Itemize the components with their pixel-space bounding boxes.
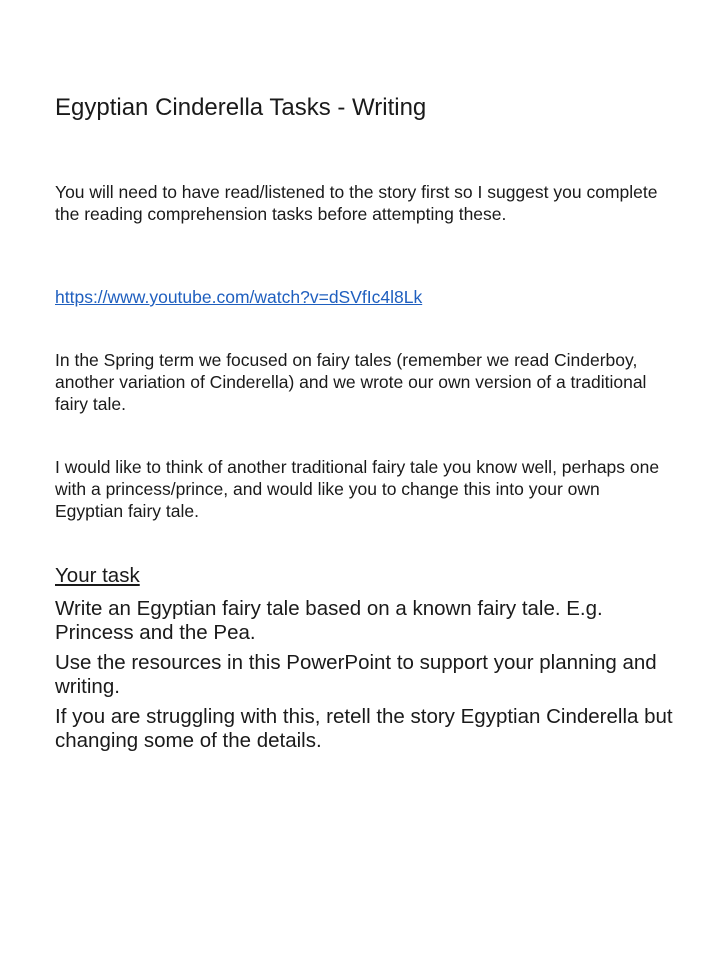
task-heading: Your task [55,564,140,587]
task-item: Write an Egyptian fairy tale based on a known fairy tale. E.g. Princess and the Pea. [55,597,603,644]
task-item: If you are struggling with this, retell the story Egyptian Cinderella but changing some of the details. [55,705,673,752]
page-title: Egyptian Cinderella Tasks - Writing [55,94,427,121]
request-paragraph: I would like to think of another traditional fairy tale you know well, perhaps one with a princess/prince, and would like you to change this into your own Egyptian fairy tale. [55,457,660,521]
task-item: Use the resources in this PowerPoint to support your planning and writing. [55,651,657,698]
spring-term-paragraph: In the Spring term we focused on fairy tales (remember we read Cinderboy, another variation of Cinderella) and we wrote our own version of a traditional fairy tale. [55,350,647,414]
slide-content [55,0,685,960]
task-list [55,597,675,759]
youtube-link[interactable]: https://www.youtube.com/watch?v=dSVfIc4l8Lk [55,287,423,307]
intro-paragraph: You will need to have read/listened to the story first so I suggest you complete the reading comprehension tasks before attempting these. [55,182,658,224]
